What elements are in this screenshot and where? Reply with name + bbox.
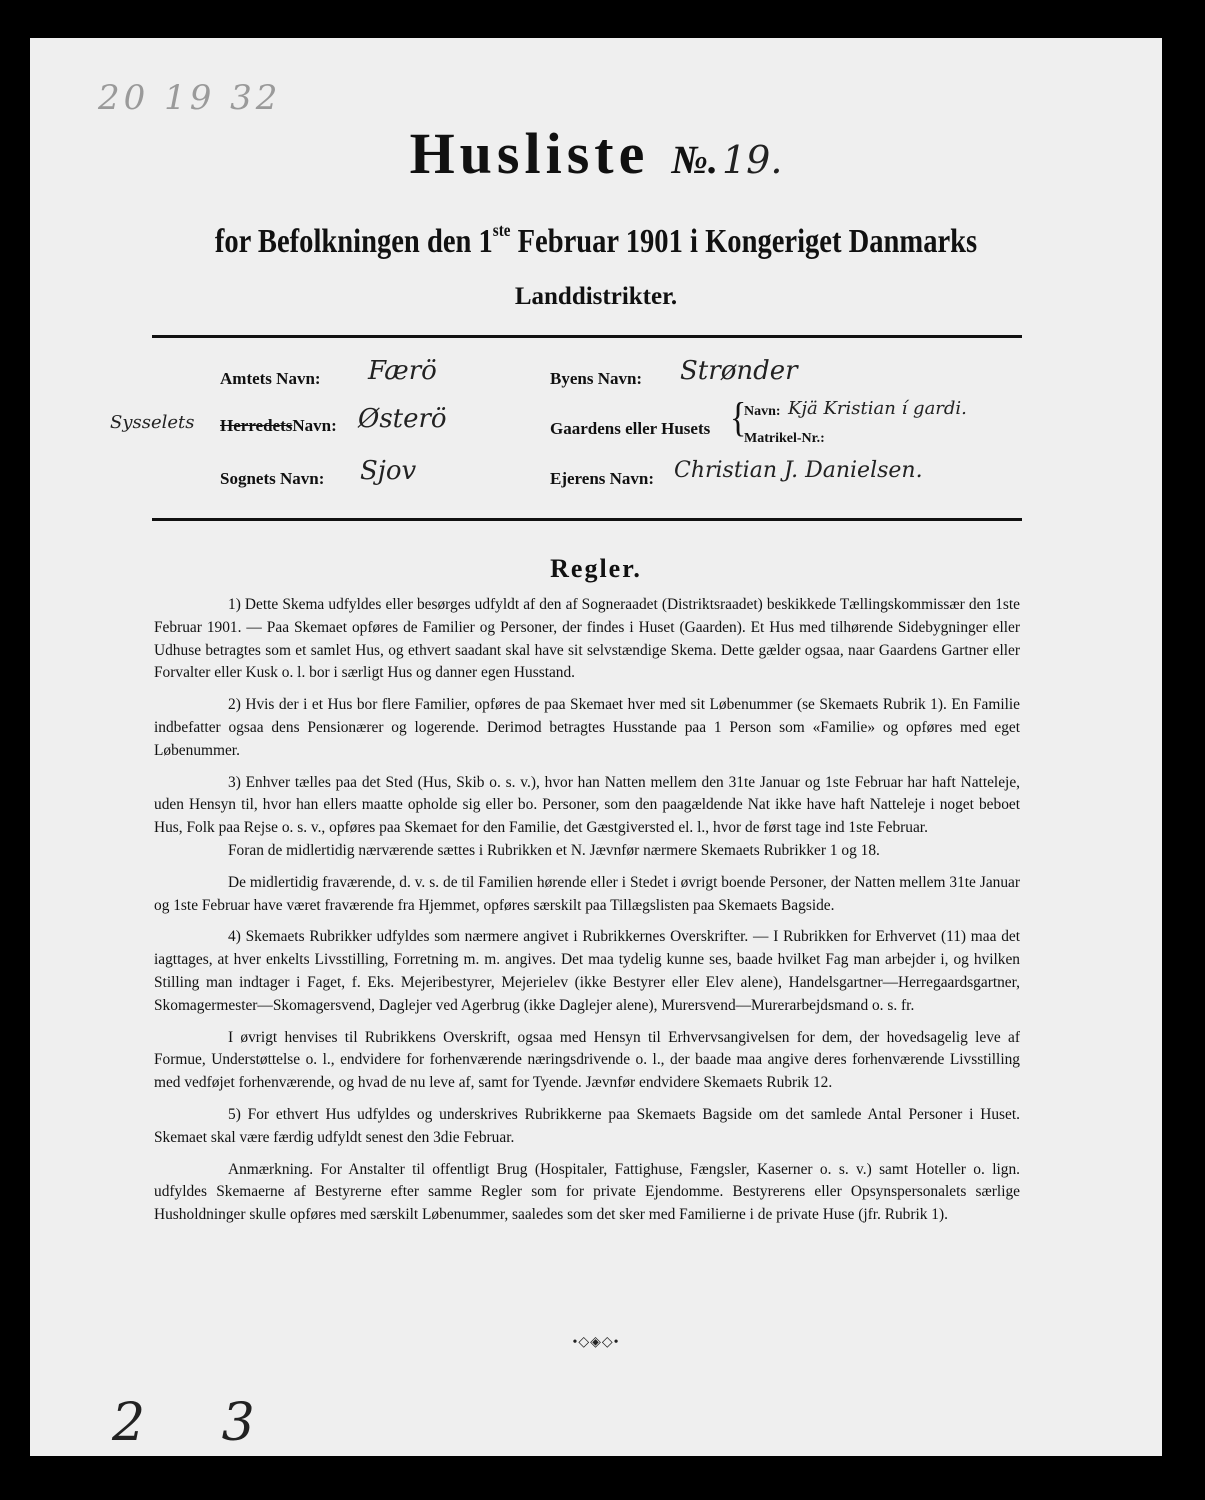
herred-label-struck: Herredets	[220, 416, 293, 435]
rule-paragraph: 5) For ethvert Hus udfyldes og underskrives Rubrikkerne paa Skemaets Bagside om det samlede Antal Personer i Huset. Skemaet skal være færdig udfyldt senest den 3die Februar.	[154, 1105, 1020, 1146]
herred-prefix-handwritten: Sysselets	[110, 412, 195, 433]
by-label: Byens Navn:	[550, 369, 643, 388]
ejer-label: Ejerens Navn:	[550, 469, 655, 488]
rule-paragraph: I øvrigt henvises til Rubrikkens Overskrift, ogsaa med Hensyn til Erhvervsangivelsen for dem, der hovedsagelig leve af Formue, Understøttelse o. l., endvidere for forhenværende næringsdrivende o. l., der baade maa angive deres forhenværende Livsstilling med vedføjet forhenværende, og hvad de nu leve af, samt for Tyende. Jævnfør endvidere Skemaets Rubrik 12.	[154, 1028, 1020, 1092]
rules-body	[154, 594, 1020, 1236]
herred-label-rest: Navn:	[292, 416, 337, 435]
rule-paragraph: 4) Skemaets Rubrikker udfyldes som nærmere angivet i Rubrikkernes Overskrifter. — I Rubrikken for Erhvervet (11) maa det iagttages, at hver enkelts Livsstilling, Forretning m. m. angives. Det maa tydelig kunne ses, baade hvilket Fag man arbejder i, og hvilken Stilling man indtager i Faget, f. Eks. Mejeribestyrer, Mejerielev (ikke Bestyrer eller Elev alene), Handelsgartner—Herregaardsgartner, Skomagermester—Skomagersvend, Daglejer ved Agerbrug (ikke Daglejer alene), Murersvend—Murerarbejdsmand o. s. fr.	[154, 928, 1020, 1014]
document-subtitle	[121, 220, 1072, 261]
sogn-label: Sognets Navn:	[220, 469, 325, 488]
herred-value: Østerö	[358, 404, 447, 434]
herred-label	[220, 416, 337, 436]
rule-paragraph: 3) Enhver tælles paa det Sted (Hus, Skib o. s. v.), hvor han Natten mellem den 31te Januar og 1ste Februar har haft Natteleje, uden Hensyn til, hvor han ellers maatte opholde sig eller bo. Personer, som den paagældende Nat ikke have haft Natteleje i noget beboet Hus, Folk paa Rejse o. s. v., opføres paa Skemaet for den Familie, det Gæstgiversted el. l., hvor de først tage ind 1ste Februar.	[154, 773, 1020, 837]
document-title	[30, 120, 1162, 187]
amt-value: Færö	[368, 356, 437, 386]
amt-label: Amtets Navn:	[220, 369, 321, 388]
rule-paragraph: Foran de midlertidig nærværende sættes i Rubrikken et N. Jævnfør nærmere Skemaets Rubrikker 1 og 18.	[228, 841, 880, 859]
top-divider	[152, 335, 1022, 338]
bottom-divider	[152, 518, 1022, 521]
census-form-page	[30, 38, 1162, 1456]
rule-paragraph: De midlertidig fraværende, d. v. s. de til Familien hørende eller i Stedet i øvrigt boende Personer, der Natten mellem 31te Januar og 1ste Februar have været fraværende fra Hjemmet, opføres særskilt paa Tillægslisten paa Skemaets Bagside.	[154, 873, 1020, 914]
note-paragraph: Anmærkning. For Anstalter til offentligt Brug (Hospitaler, Fattighuse, Fængsler, Kaserner o. s. v.) samt Hoteller o. lign. udfyldes Skemaerne af Bestyrerne efter samme Regler som for private Ejendomme. Bestyrerens eller Opsynspersonalets særlige Husholdninger skulle opføres med særskilt Løbenummer, saaledes som det sker med Familierne i de private Huse (jfr. Rubrik 1).	[154, 1160, 1020, 1224]
rule-paragraph: 1) Dette Skema udfyldes eller besørges udfyldt af den af Sogneraadet (Distriktsraadet) beskikkede Tællingskommissær den 1ste Februar 1901. — Paa Skemaet opføres de Familier og Personer, der findes i Huset (Gaarden). Et Hus med tilhørende Sidebygninger eller Udhuse betragtes som et samlet Hus, og ethvert saadant skal have sit selvstændige Skema. Dette gælder ogsaa, naar Gaardens Gartner eller Forvalter eller Kusk o. l. bor i særligt Hus og danner egen Husstand.	[154, 596, 1020, 682]
title-number-label: №.	[671, 137, 718, 182]
gaard-navn-value: Kjä Kristian í gardi.	[788, 398, 967, 419]
subtitle-text-end: Februar 1901 i Kongeriget Danmarks	[510, 223, 978, 260]
by-value: Strønder	[680, 356, 798, 386]
matrikel-label: Matrikel-Nr.:	[744, 431, 825, 446]
gaard-navn-label: Navn:	[744, 404, 781, 419]
district-heading: Landdistrikter.	[514, 283, 678, 310]
ornament-divider: •◇◈◇•	[572, 1335, 620, 1350]
bottom-handwritten-annotation: 2 3	[112, 1393, 285, 1453]
subtitle-text-start: for Befolkningen den 1	[214, 223, 493, 260]
rule-paragraph: 2) Hvis der i et Hus bor flere Familier, opføres de paa Skemaet hver med sit Løbenummer (se Skemaets Rubrik 1). En Familie indbefatter ogsaa dens Pensionærer og logerende. Derimod betragtes Husstande paa 1 Person som «Familie» og opføres med eget Løbenummer.	[154, 696, 1020, 759]
title-number-value: 19.	[721, 138, 783, 182]
ejer-value: Christian J. Danielsen.	[674, 458, 923, 483]
gaard-label: Gaardens eller Husets	[550, 419, 711, 438]
archive-reference-annotation: 20 19 32	[98, 78, 282, 118]
sogn-value: Sjov	[360, 456, 417, 486]
subtitle-superscript: ste	[492, 220, 511, 240]
title-word: Husliste	[409, 121, 650, 186]
bracket-glyph: {	[730, 396, 747, 441]
rules-heading: Regler.	[550, 554, 642, 583]
